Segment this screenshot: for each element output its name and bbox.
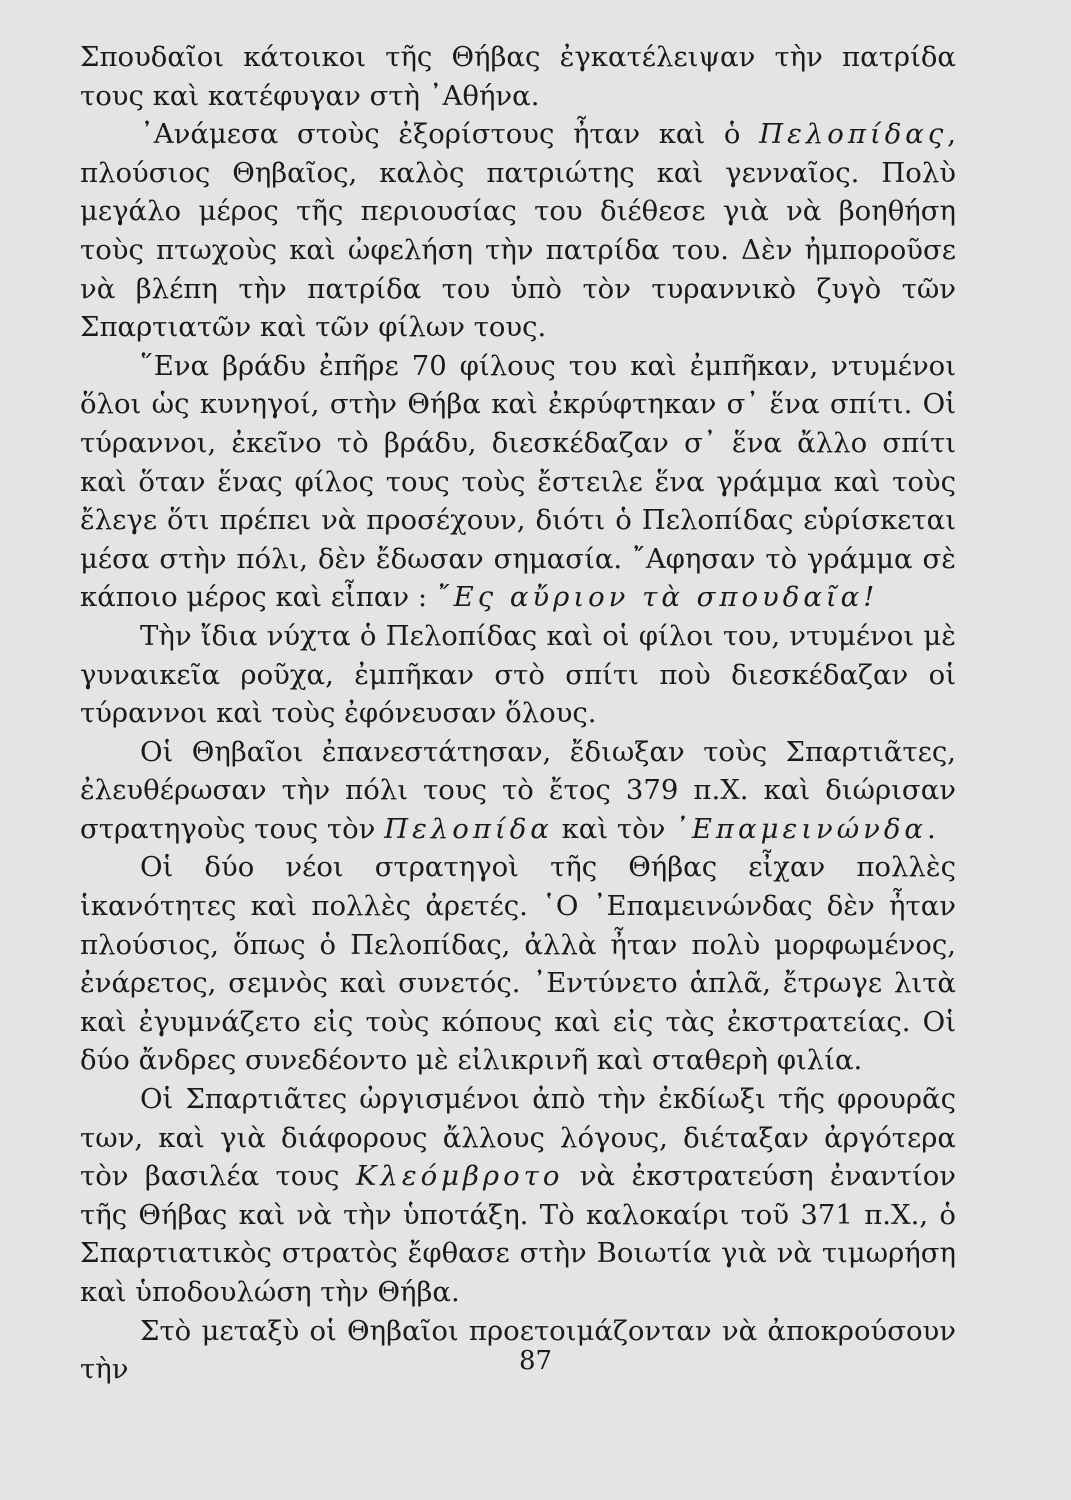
paragraph-1 — [80, 38, 956, 115]
name-pelopidas: Πελοπίδας — [759, 118, 948, 151]
body-text — [80, 38, 956, 1389]
paragraph-4 — [80, 617, 956, 733]
name-pelopida: Πελοπίδα — [384, 812, 553, 845]
paragraph-3-text: ῞Ενα βράδυ ἐπῆρε 70 φίλους του καὶ ἐμπῆκαν, ντυμένοι ὅλοι ὡς κυνηγοί, στὴν Θήβα καὶ ἐκρύφτηκαν σ᾿ ἕνα σπίτι. Οἱ τύραννοι, ἐκεῖνο τὸ βράδυ, διεσκέδαζαν σ᾿ ἕνα ἄλλο σπίτι καὶ ὅταν ἕνας φίλος τους τοὺς ἔστειλε ἕνα γράμμα καὶ τοὺς ἔλεγε ὅτι πρέπει νὰ προσέχουν, διότι ὁ Πελοπίδας εὑρίσκεται μέσα στὴν πόλι, δὲν ἔδωσαν σημασία. ῎Αφησαν τὸ γράμμα σὲ κάποιο μέρος καὶ εἶπαν : — [80, 349, 956, 614]
paragraph-4-text: Τὴν ἴδια νύχτα ὁ Πελοπίδας καὶ οἱ φίλοι του, ντυμένοι μὲ γυναικεῖα ροῦχα, ἐμπῆκαν στὸ σπίτι ποὺ διεσκέδαζαν οἱ τύραννοι καὶ τοὺς ἐφόνευσαν ὅλους. — [80, 619, 956, 730]
name-epameinonda: ᾿Επαμεινώνδα — [674, 812, 927, 845]
paragraph-8-text: Στὸ μεταξὺ οἱ Θηβαῖοι προετοιμάζονταν νὰ ἀποκρούσουν τὴν — [80, 1314, 956, 1386]
paragraph-7-text-a: Οἱ Σπαρτιᾶτες ὠργισμένοι ἀπὸ τὴν ἐκδίωξι τῆς φρουρᾶς των, καὶ γιὰ διάφορους ἄλλους λόγους, διέταξαν ἀργότερα τὸν βασιλέα τους — [80, 1083, 956, 1193]
paragraph-6 — [80, 848, 956, 1080]
name-kleombroto: Κλεόμβροτο — [355, 1160, 564, 1193]
paragraph-6-text: Οἱ δύο νέοι στρατηγοὶ τῆς Θήβας εἶχαν πολλὲς ἱκανότητες καὶ πολλὲς ἀρετές. ῾Ο ᾿Επαμεινώνδας δὲν ἦταν πλούσιος, ὅπως ὁ Πελοπίδας, ἀλλὰ ἦταν πολὺ μορφωμένος, ἐνάρετος, σεμνὸς καὶ συνετός. ᾿Εντύνετο ἁπλᾶ, ἔτρωγε λιτὰ καὶ ἐγυμνάζετο εἰς τοὺς κόπους καὶ εἰς τὰς ἐκστρατείας. Οἱ δύο ἄνδρες συνεδέοντο μὲ εἰλικρινῆ καὶ σταθερὴ φιλία. — [80, 851, 956, 1077]
paragraph-5 — [80, 733, 956, 849]
paragraph-5-text-c: . — [926, 812, 936, 845]
paragraph-1-text: Σπουδαῖοι κάτοικοι τῆς Θήβας ἐγκατέλειψαν τὴν πατρίδα τους καὶ κατέφυγαν στὴ ᾿Αθήνα. — [80, 41, 956, 112]
paragraph-7-text-b: νὰ ἐκστρατεύση ἐναντίον τῆς Θήβας καὶ νὰ τὴν ὑποτάξη. Τὸ καλοκαίρι τοῦ 371 π.Χ., ὁ Σπαρτιατικὸς στρατὸς ἔφθασε στὴν Βοιωτία γιὰ νὰ τιμωρήση καὶ ὑποδουλώση τὴν Θήβα. — [80, 1160, 957, 1308]
paragraph-5-text-b: καὶ τὸν — [552, 812, 675, 845]
paragraph-5-text-a: Οἱ Θηβαῖοι ἐπανεστάτησαν, ἔδιωξαν τοὺς Σπαρτιᾶτες, ἐλευθέρωσαν τὴν πόλι τους τὸ ἔτος 379 π.Χ. καὶ διώρισαν στρατηγοὺς τους τὸν — [80, 735, 956, 845]
quote-tomorrow: ῎Ες αὔριον τὰ σπουδαῖα! — [435, 581, 879, 614]
paragraph-2 — [80, 115, 956, 347]
page-number: 87 — [518, 1346, 553, 1376]
paragraph-2-text-a: ᾿Ανάμεσα στοὺς ἐξορίστους ἦταν καὶ ὁ — [140, 118, 760, 151]
paragraph-7 — [80, 1080, 956, 1312]
paragraph-3 — [80, 347, 956, 617]
paragraph-2-text-b: , πλούσιος Θηβαῖος, καλὸς πατριώτης καὶ γενναῖος. Πολὺ μεγάλο μέρος τῆς περιουσίας του διέθεσε γιὰ νὰ βοηθήση τοὺς πτωχοὺς καὶ ὠφελήση τὴν πατρίδα του. Δὲν ἠμποροῦσε νὰ βλέπη τὴν πατρίδα του ὑπὸ τὸν τυραννικὸ ζυγὸ τῶν Σπαρτιατῶν καὶ τῶν φίλων τους. — [80, 118, 956, 344]
